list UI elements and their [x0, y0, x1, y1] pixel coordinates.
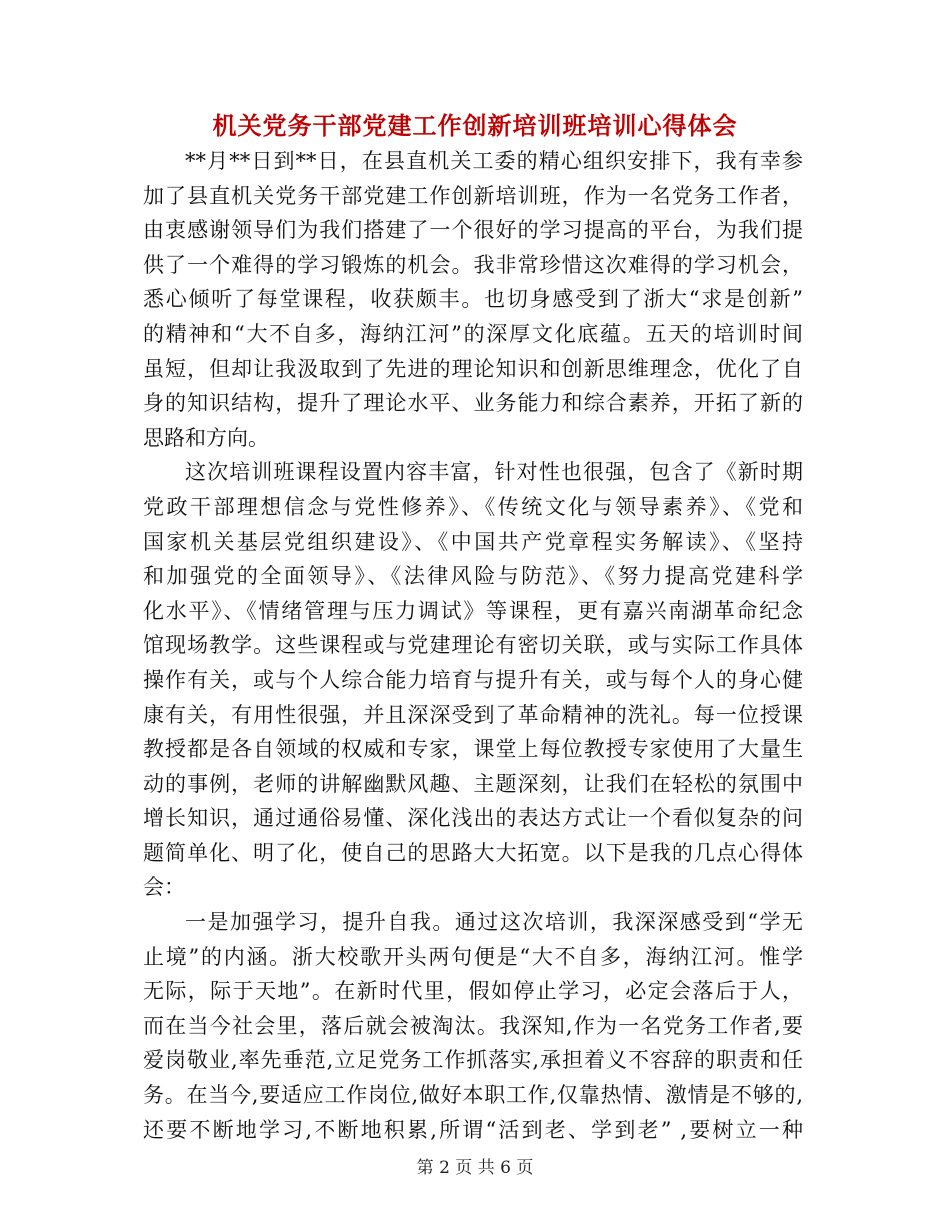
paragraph-line: 身的知识结构，提升了理论水平、业务能力和综合素养，开拓了新的	[143, 391, 803, 416]
paragraph-line: 务。在当今,要适应工作岗位,做好本职工作,仅靠热情、激情是不够的,	[143, 1083, 803, 1108]
paragraph-line: 加了县直机关党务干部党建工作创新培训班，作为一名党务工作者，	[143, 183, 803, 208]
paragraph-line: 止境”的内涵。浙大校歌开头两句便是“大不自多，海纳江河。惟学	[143, 944, 803, 969]
document-title: 机关党务干部党建工作创新培训班培训心得体会	[212, 111, 738, 140]
paragraph-line: 党政干部理想信念与党性修养》、《传统文化与领导素养》、《党和	[143, 494, 803, 519]
paragraph-line: 题简单化、明了化，使自己的思路大大拓宽。以下是我的几点心得体	[143, 840, 803, 865]
paragraph-line: 教授都是各自领域的权威和专家，课堂上每位教授专家使用了大量生	[143, 737, 803, 762]
document-body	[143, 144, 803, 1147]
paragraph-line: 一是加强学习，提升自我。通过这次培训，我深深感受到“学无	[185, 910, 803, 935]
paragraph-line: 增长知识，通过通俗易懂、深化浅出的表达方式让一个看似复杂的问	[143, 806, 803, 831]
paragraph-line: 操作有关，或与个人综合能力培育与提升有关，或与每个人的身心健	[143, 667, 803, 692]
paragraph-line: 馆现场教学。这些课程或与党建理论有密切关联，或与实际工作具体	[143, 633, 803, 658]
page-number: 第 2 页 共 6 页	[416, 1158, 534, 1178]
paragraph-line: 动的事例，老师的讲解幽默风趣、主题深刻，让我们在轻松的氛围中	[143, 771, 803, 796]
paragraph-line: 化水平》、《情绪管理与压力调试》等课程，更有嘉兴南湖革命纪念	[143, 598, 803, 623]
paragraph	[143, 905, 803, 1147]
paragraph-line: 爱岗敬业,率先垂范,立足党务工作抓落实,承担着义不容辞的职责和任	[143, 1048, 803, 1073]
paragraph-line: 会：	[143, 875, 185, 900]
paragraph-line: 无际，际于天地”。在新时代里，假如停止学习，必定会落后于人，	[143, 979, 803, 1004]
paragraph-line: 这次培训班课程设置内容丰富，针对性也很强，包含了《新时期	[185, 460, 803, 485]
paragraph	[143, 455, 803, 905]
paragraph-line: **月**日到**日，在县直机关工委的精心组织安排下，我有幸参	[185, 149, 803, 173]
paragraph-line: 而在当今社会里，落后就会被淘汰。我深知,作为一名党务工作者,要	[143, 1013, 803, 1038]
paragraph-line: 供了一个难得的学习锻炼的机会。我非常珍惜这次难得的学习机会，	[143, 252, 803, 277]
paragraph-line: 由衷感谢领导们为我们搭建了一个很好的学习提高的平台，为我们提	[143, 218, 803, 243]
paragraph-line: 康有关，有用性很强，并且深深受到了革命精神的洗礼。每一位授课	[143, 702, 803, 727]
paragraph-line: 还要不断地学习,不断地积累,所谓“活到老、学到老” ,要树立一种	[143, 1117, 803, 1142]
paragraph-line: 的精神和“大不自多，海纳江河”的深厚文化底蕴。五天的培训时间	[143, 321, 803, 346]
paragraph-line: 思路和方向。	[143, 425, 269, 450]
paragraph	[143, 144, 803, 455]
paragraph-line: 和加强党的全面领导》、《法律风险与防范》、《努力提高党建科学	[143, 564, 803, 589]
paragraph-line: 虽短，但却让我汲取到了先进的理论知识和创新思维理念，优化了自	[143, 356, 803, 381]
paragraph-line: 悉心倾听了每堂课程，收获颇丰。也切身感受到了浙大“求是创新”	[143, 287, 803, 312]
paragraph-line: 国家机关基层党组织建设》、《中国共产党章程实务解读》、《坚持	[143, 529, 803, 554]
